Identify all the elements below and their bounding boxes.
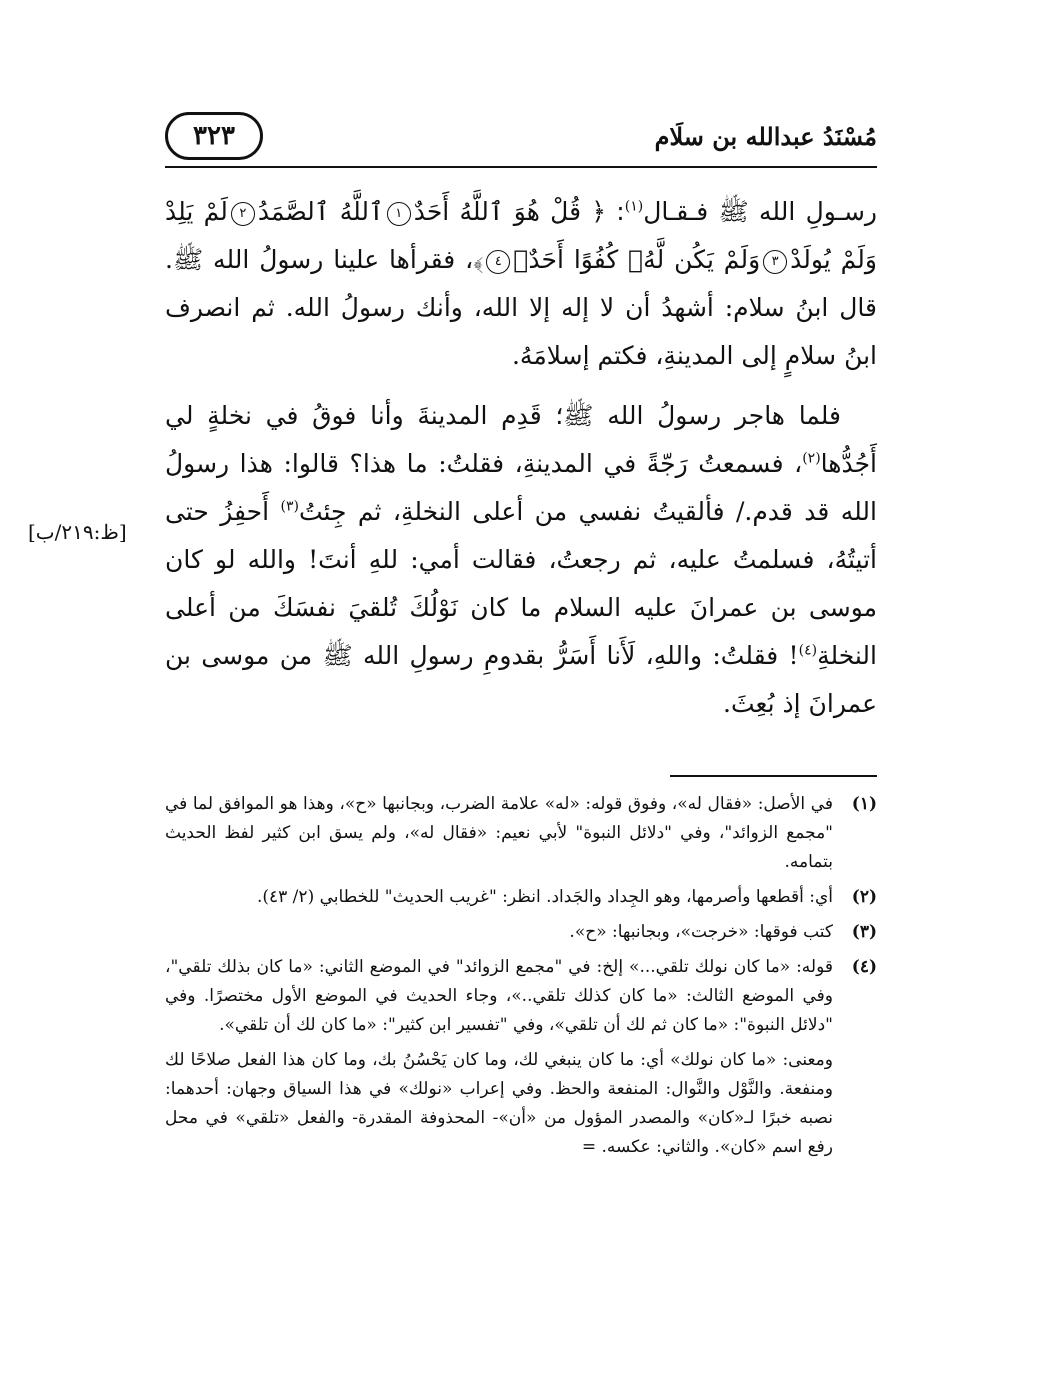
footnote-number: (٣) — [851, 922, 877, 942]
footnote-text: كتب فوقها: «خرجت»، وبجانبها: «ح». — [569, 922, 833, 942]
page-number: ٣٢٣ — [165, 112, 263, 160]
text-segment: ! فقلتُ: واللهِ، لَأَنا أَسَرُّ بقدومِ رسولِ الله ﷺ من موسى بن عمرانَ إذ بُعِثَ. — [165, 641, 877, 718]
text-segment: فلما هاجر رسولُ الله ﷺ؛ قَدِم المدينةَ وأنا فوقُ في نخلةٍ لي أَجُدُّها — [165, 401, 877, 478]
ayah-number: ٤ — [486, 250, 510, 274]
text-segment: ﴾، فقرأها علينا رسولُ الله ﷺ. قال ابنُ سلام: أشهدُ أن لا إله إلا الله، وأنك رسولُ الله. ثم انصرف ابنُ سلامٍ إلى المدينةِ، فكتم إسلامَهُ. — [165, 245, 877, 370]
text-segment: ، فسمعتُ رَجّةً في المدينةِ، فقلتُ: ما هذا؟ قالوا: هذا رسولُ الله قد قدم./ فألقيتُ نفسي من أعلى النخلةِ، ثم جِئتُ — [165, 449, 877, 526]
footnote-continuation: ومعنى: «ما كان نولك» أي: ما كان ينبغي لك، وما كان يَحْسُنُ بك، وما كان هذا الفعل صلاحًا لك ومنفعة. والنَّوْل والنَّوال: المنفعة والحظ. وفي إعراب «نولك» في هذا السياق وجهان: أحدهما: نصبه خبرًا لـ«كان» والمصدر المؤول من «أن»- المحذوفة المقدرة- والفعل «تلقي» في محل رفع اسم «كان». والثاني: عكسه. = — [165, 1050, 833, 1157]
footnote-ref: (٢) — [802, 450, 821, 467]
page-header — [165, 112, 877, 162]
footnote-text: أي: أقطعها وأصرمها، وهو الجِداد والجَداد. انظر: "غريب الحديث" للخطابي (٢/ ٤٣). — [256, 887, 833, 907]
footnote-ref: (١) — [624, 198, 644, 215]
footnote — [165, 790, 877, 877]
footnote-number: (١) — [851, 794, 877, 814]
text-segment: رسـولِ الله ﷺ فـقـال — [643, 197, 878, 226]
quran-verse: : ﴿ قُلْ هُوَ ٱللَّهُ أَحَدٌ — [413, 197, 625, 226]
ayah-number: ١ — [387, 202, 411, 226]
footnote — [165, 918, 877, 947]
text-segment: أَحفِزُ حتى أتيتُهُ، فسلمتُ عليه، ثم رجعتُ، فقالت أمي: للهِ أنتَ! والله لو كان موسى بن عمرانَ عليه السلام ما كان نَوْلُكَ تُلقيَ نفسَكَ من أعلى النخلةِ — [165, 497, 877, 670]
footnote-ref: (٤) — [798, 642, 818, 659]
quran-verse: وَلَمْ يَكُن لَّهُۥ كُفُوًا أَحَدٌۢ — [513, 245, 761, 274]
footnote-divider — [670, 775, 877, 777]
header-divider — [165, 166, 877, 168]
book-title: مُسْنَدُ عبدالله بن سلَام — [654, 122, 877, 151]
paragraph-1 — [165, 188, 877, 380]
manuscript-margin-note: [ظ:٢١٩/ب] — [28, 520, 127, 544]
quran-verse: ٱللَّهُ ٱلصَّمَدُ — [257, 197, 384, 226]
footnote — [165, 953, 877, 1040]
main-text — [165, 188, 877, 728]
ayah-number: ٢ — [231, 202, 255, 226]
footnote-ref: (٣) — [280, 498, 299, 515]
quran-verse: لَمْ يَلِدْ وَلَمْ يُولَدْ — [165, 197, 877, 274]
footnote-text: قوله: «ما كان نولك تلقي...» إلخ: في "مجمع الزوائد" في الموضع الثاني: «ما كان بذلك تلقي"، وفي الموضع الثالث: «ما كان كذلك تلقي..»، وجاء الحديث في الموضع الأول مختصرًا. وفي "دلائل النبوة": «ما كان ثم لك أن تلقي»، وفي "تفسير ابن كثير": «ما كان لك أن تلقي». — [165, 957, 833, 1035]
ayah-number: ٣ — [763, 250, 787, 274]
footnote-number: (٢) — [851, 887, 877, 907]
footnote — [165, 883, 877, 912]
footnotes — [165, 790, 877, 1162]
footnote-text: في الأصل: «فقال له»، وفوق قوله: «له» علامة الضرب، وبجانبها «ح»، وهذا هو الموافق لما في "مجمع الزوائد"، وفي "دلائل النبوة" لأبي نعيم: «فقال له»، ولم يسق ابن كثير لفظ الحديث بتمامه. — [165, 794, 833, 872]
paragraph-2 — [165, 392, 877, 728]
footnote-number: (٤) — [851, 957, 877, 977]
